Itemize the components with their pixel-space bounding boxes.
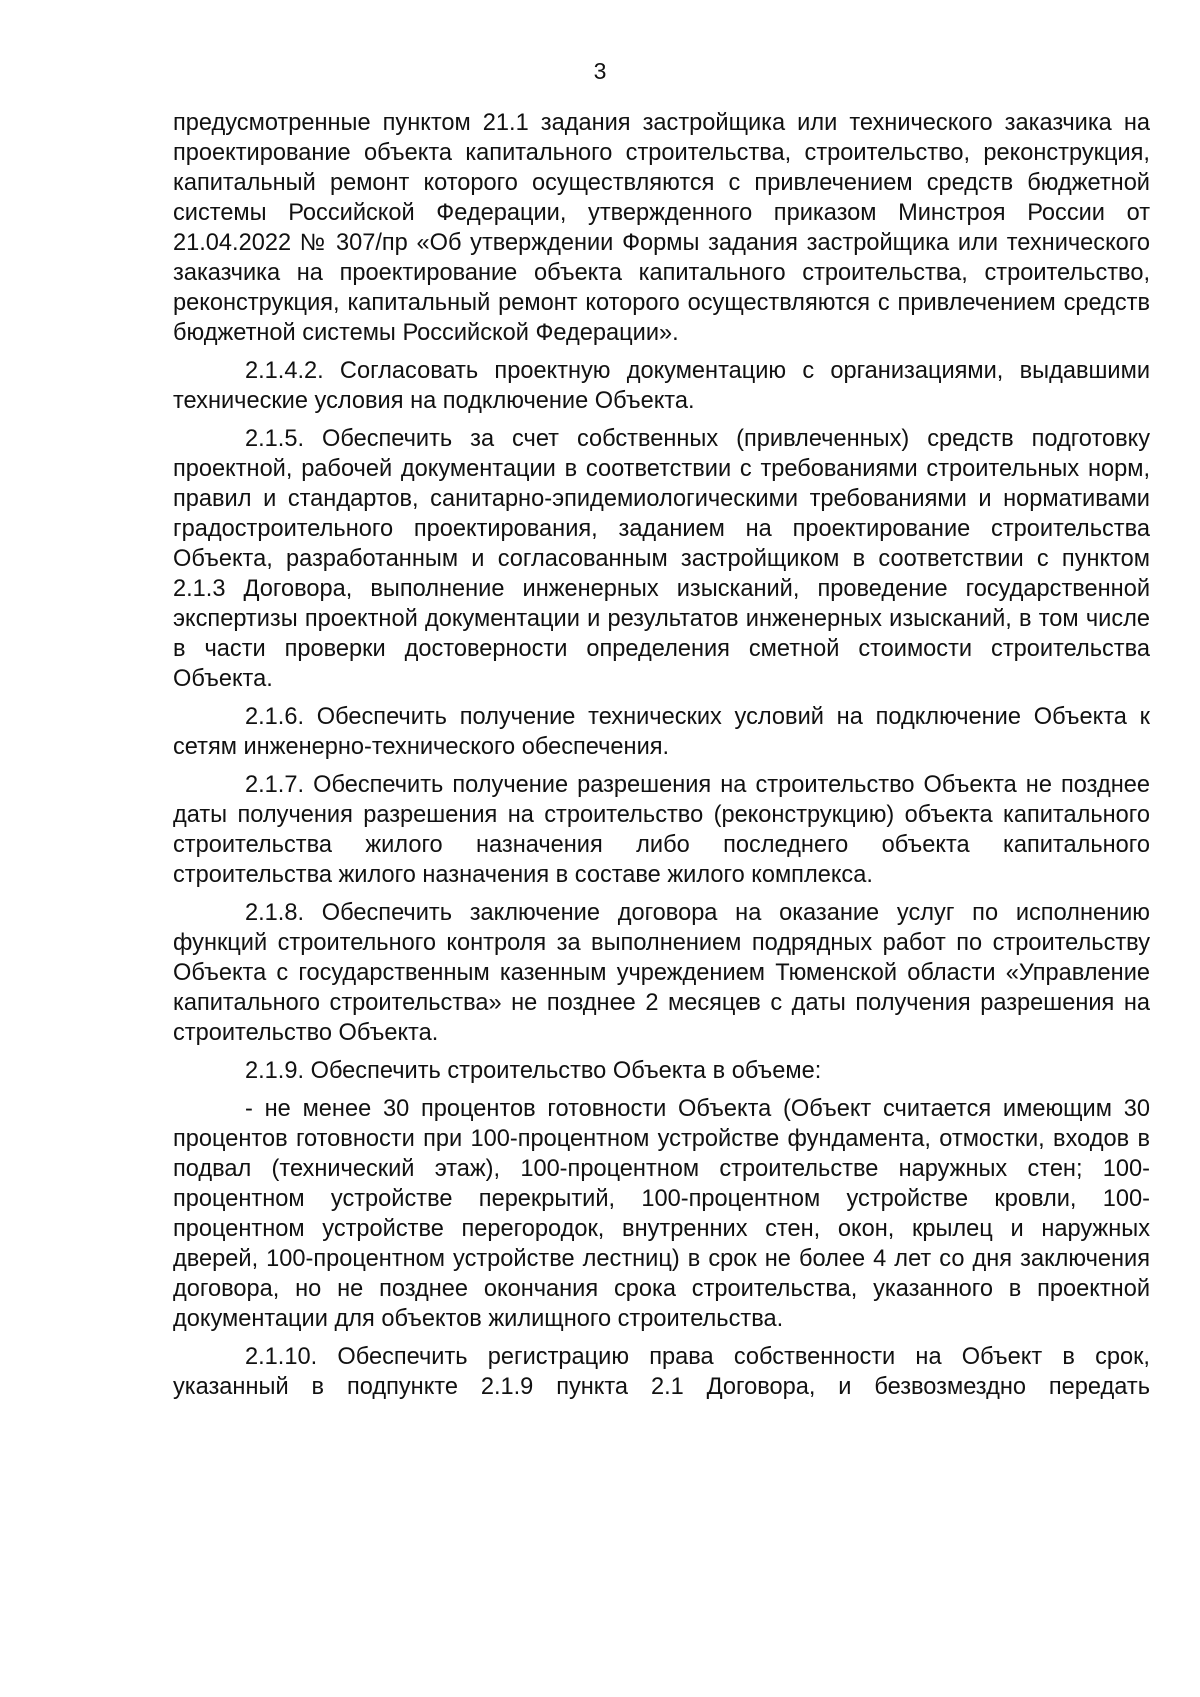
paragraph-2-1-4-2: 2.1.4.2. Согласовать проектную документацию с организациями, выдавшими технические условия на подключение Объекта.	[173, 358, 1150, 414]
paragraph-2-1-9: 2.1.9. Обеспечить строительство Объекта в объеме:	[245, 1058, 822, 1084]
page-number: 3	[593, 58, 607, 84]
paragraph-2-1-7: 2.1.7. Обеспечить получение разрешения на строительство Объекта не позднее даты получения разрешения на строительство (реконструкцию) объекта капитального строительства жилого назначения либо последнего объекта капитального строительства жилого назначения в составе жилого комплекса.	[173, 772, 1150, 888]
paragraph-2-1-8: 2.1.8. Обеспечить заключение договора на оказание услуг по исполнению функций строительного контроля за выполнением подрядных работ по строительству Объекта с государственным казенным учреждением Тюменской области «Управление капитального строительства» не позднее 2 месяцев с даты получения разрешения на строительство Объекта.	[173, 900, 1150, 1046]
paragraph-2-1-9-list-item: - не менее 30 процентов готовности Объекта (Объект считается имеющим 30 процентов готовности при 100-процентном устройстве фундамента, отмостки, входов в подвал (технический этаж), 100-процентном строительстве наружных стен; 100-процентном устройстве перекрытий, 100-процентном устройстве кровли, 100-процентном устройстве перегородок, внутренних стен, окон, крылец и наружных дверей, 100-процентном устройстве лестниц) в срок не более 4 лет со дня заключения договора, но не позднее окончания срока строительства, указанного в проектной документации для объектов жилищного строительства.	[173, 1096, 1150, 1332]
paragraph-2-1-6: 2.1.6. Обеспечить получение технических условий на подключение Объекта к сетям инженерно-технического обеспечения.	[173, 704, 1150, 760]
document-body	[173, 108, 1150, 1402]
paragraph-2-1-10: 2.1.10. Обеспечить регистрацию права собственности на Объект в срок, указанный в подпункте 2.1.9 пункта 2.1 Договора, и безвозмездно передать	[173, 1344, 1150, 1400]
paragraph-2-1-5: 2.1.5. Обеспечить за счет собственных (привлеченных) средств подготовку проектной, рабочей документации в соответствии с требованиями строительных норм, правил и стандартов, санитарно-эпидемиологическими требованиями и нормативами градостроительного проектирования, заданием на проектирование строительства Объекта, разработанным и согласованным застройщиком в соответствии с пунктом 2.1.3 Договора, выполнение инженерных изысканий, проведение государственной экспертизы проектной документации и результатов инженерных изысканий, в том числе в части проверки достоверности определения сметной стоимости строительства Объекта.	[173, 426, 1150, 692]
paragraph-continuation: предусмотренные пунктом 21.1 задания застройщика или технического заказчика на проектирование объекта капитального строительства, строительство, реконструкция, капитальный ремонт которого осуществляются с привлечением средств бюджетной системы Российской Федерации, утвержденного приказом Минстроя России от 21.04.2022 № 307/пр «Об утверждении Формы задания застройщика или технического заказчика на проектирование объекта капитального строительства, строительство, реконструкция, капитальный ремонт которого осуществляются с привлечением средств бюджетной системы Российской Федерации».	[173, 110, 1150, 346]
